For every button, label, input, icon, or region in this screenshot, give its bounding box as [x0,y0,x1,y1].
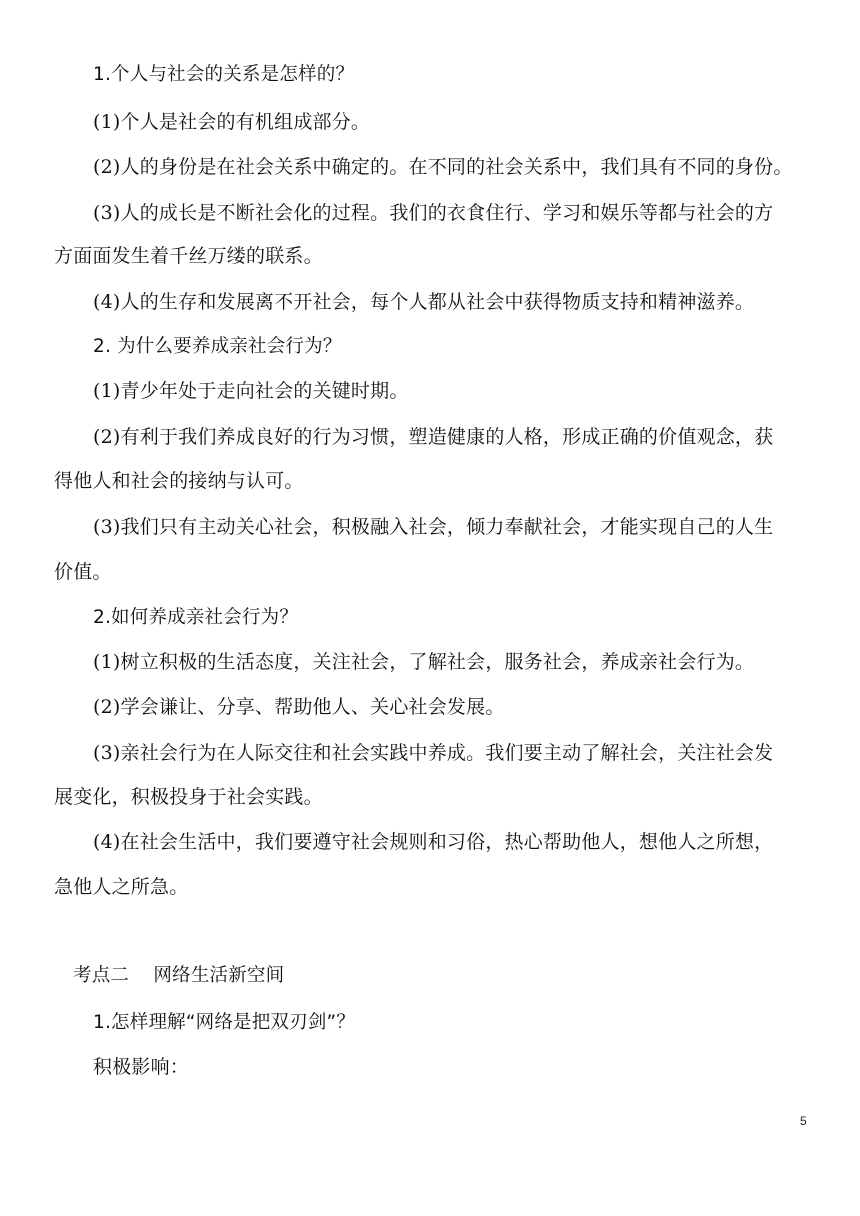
answer-2-point-2-continued: 得他人和社会的接纳与认可。 [54,470,304,492]
answer-3-point-3: (3)亲社会行为在人际交往和社会实践中养成。我们要主动了解社会，关注社会发 [93,742,774,764]
answer-2-point-1: (1)青少年处于走向社会的关键时期。 [93,380,409,402]
answer-2-point-3-continued: 价值。 [54,561,112,583]
positive-impact-label: 积极影响： [93,1056,190,1078]
answer-1-point-3: (3)人的成长是不断社会化的过程。我们的衣食住行、学习和娱乐等都与社会的方 [93,202,774,224]
answer-2-point-2: (2)有利于我们养成良好的行为习惯，塑造健康的人格，形成正确的价值观念，获 [93,426,774,448]
answer-3-point-2: (2)学会谦让、分享、帮助他人、关心社会发展。 [93,696,505,718]
page-number: 5 [800,1114,807,1128]
answer-3-point-4-continued: 急他人之所急。 [54,876,189,898]
answer-3-point-1: (1)树立积极的生活态度，关注社会，了解社会，服务社会，养成亲社会行为。 [93,651,755,673]
answer-1-point-4: (4)人的生存和发展离不开社会，每个人都从社会中获得物质支持和精神滋养。 [93,291,755,313]
answer-1-point-3-continued: 方面面发生着千丝万缕的联系。 [54,245,323,267]
answer-1-point-1: (1)个人是社会的有机组成部分。 [93,111,371,133]
question-2-heading: 2. 为什么要养成亲社会行为？ [93,336,342,357]
answer-1-point-2: (2)人的身份是在社会关系中确定的。在不同的社会关系中，我们具有不同的身份。 [93,156,793,178]
question-1-heading: 1.个人与社会的关系是怎样的？ [93,64,355,85]
answer-2-point-3: (3)我们只有主动关心社会，积极融入社会，倾力奉献社会，才能实现自己的人生 [93,516,774,538]
section-2-question-1-heading: 1.怎样理解“网络是把双刃剑”？ [93,1012,356,1033]
answer-3-point-4: (4)在社会生活中，我们要遵守社会规则和习俗，热心帮助他人，想他人之所想， [93,831,774,853]
answer-3-point-3-continued: 展变化，积极投身于社会实践。 [54,786,323,808]
question-3-heading: 2.如何养成亲社会行为？ [93,607,299,628]
section-2-title: 考点二 网络生活新空间 [73,965,285,986]
